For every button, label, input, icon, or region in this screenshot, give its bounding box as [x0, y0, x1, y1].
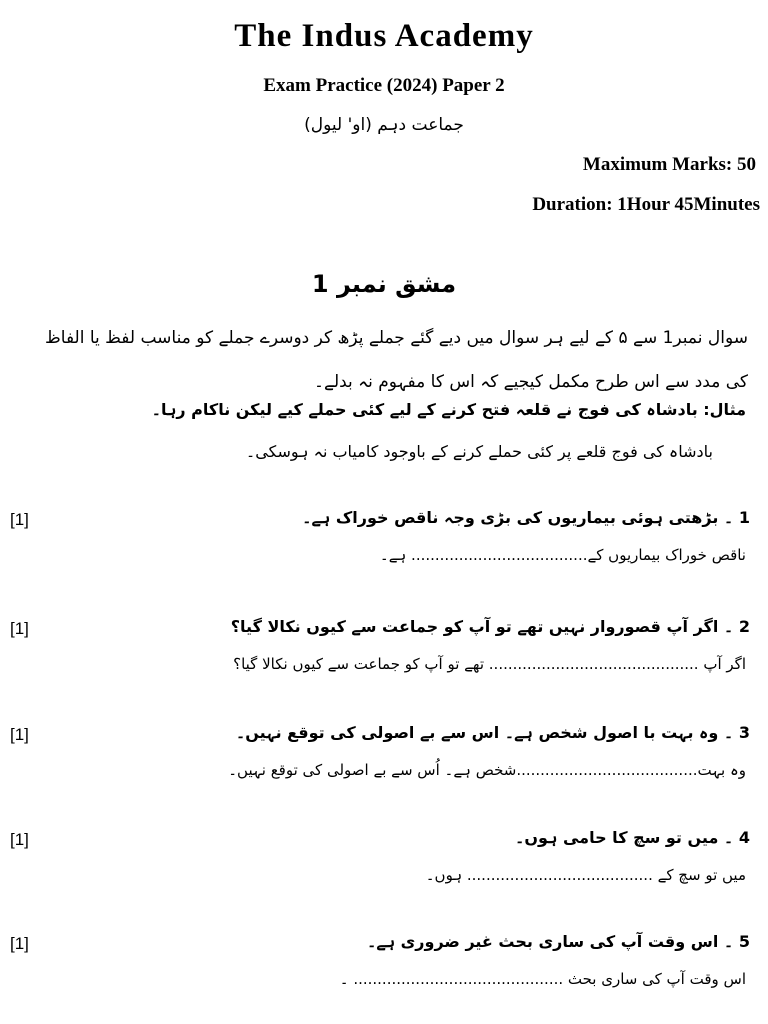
question-mark: [1] [10, 510, 29, 529]
example-sentence: مثال: بادشاہ کی فوج نے قلعہ فتح کرنے کے لیے کئی حملے کیے لیکن ناکام رہا۔ [151, 400, 746, 419]
question-mark: [1] [10, 725, 29, 744]
question-text: 1 ۔ بڑھتی ہوئی بیماریوں کی بڑی وجہ ناقص خوراک ہے۔ [302, 508, 750, 527]
question-2 [0, 619, 768, 709]
question-mark: [1] [10, 619, 29, 638]
exercise-title: مشق نمبر 1 [311, 270, 457, 298]
question-text: 2 ۔ اگر آپ قصوروار نہیں تھے تو آپ کو جماعت سے کیوں نکالا گیا؟ [230, 617, 750, 636]
question-5 [0, 934, 768, 1024]
question-text: 4 ۔ میں تو سچ کا حامی ہوں۔ [514, 828, 750, 847]
answer-line[interactable]: میں تو سچ کے ....................................... ہوں۔ [425, 866, 746, 884]
example-answer: بادشاہ کی فوج قلعے پر کئی حملے کرنے کے باوجود کامیاب نہ ہوسکی۔ [245, 442, 713, 461]
question-mark: [1] [10, 934, 29, 953]
maximum-marks: Maximum Marks: 50 [582, 154, 756, 175]
answer-line[interactable]: ناقص خوراک بیماریوں کے..................................... ہے۔ [379, 546, 746, 564]
school-title: The Indus Academy [234, 18, 534, 54]
question-text: 5 ۔ اس وقت آپ کی ساری بحث غیر ضروری ہے۔ [366, 932, 750, 951]
answer-line[interactable]: اس وقت آپ کی ساری بحث ............................................ ۔ [339, 970, 746, 988]
question-4 [0, 830, 768, 920]
question-3 [0, 725, 768, 815]
answer-line[interactable]: اگر آپ ............................................ تھے تو آپ کو جماعت سے کیوں نکالا گیا؟ [233, 655, 746, 673]
question-mark: [1] [10, 830, 29, 849]
exam-duration: Duration: 1Hour 45Minutes [532, 194, 760, 215]
question-1 [0, 510, 768, 600]
exercise-instructions: سوال نمبر1 سے ۵ کے لیے ہر سوال میں دیے گئے جملے پڑھ کر دوسرے جملے کو مناسب لفظ یا الفاظ کی مدد سے اس طرح مکمل کیجیے کہ اس کا مفہوم نہ بدلے۔ [45, 328, 748, 392]
question-text: 3 ۔ وہ بہت با اصول شخص ہے۔ اس سے بے اصولی کی توقع نہیں۔ [235, 723, 750, 742]
class-level: جماعت دہم (او' لیول) [304, 115, 464, 135]
paper-subtitle: Exam Practice (2024) Paper 2 [263, 75, 505, 96]
answer-line[interactable]: وہ بہت......................................شخص ہے۔ اُس سے بے اصولی کی توقع نہیں۔ [228, 761, 746, 779]
